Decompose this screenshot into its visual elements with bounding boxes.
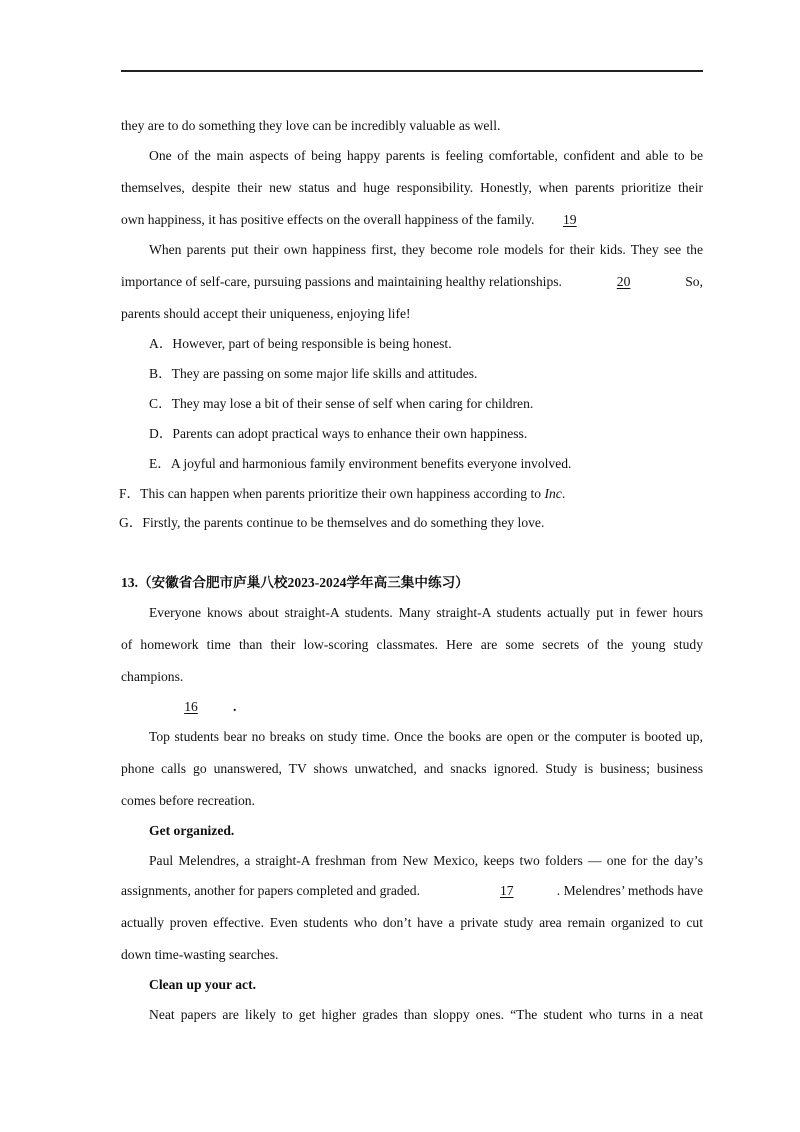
subheading: Get organized. [149,823,235,838]
text-line: Everyone knows about straight-A students. Many straight-A students actually put in fewer hours [149,605,703,620]
text-line: parents should accept their uniqueness, enjoying life! [121,306,411,321]
text-line: down time-wasting searches. [121,947,279,962]
italic-term: Inc [544,486,562,501]
question-heading: 13.（安徽省合肥市庐巢八校2023-2024学年高三集中练习） [121,575,469,590]
text-line [121,211,703,229]
option-e: E．A joyful and harmonious family environment benefits everyone involved. [149,456,572,471]
blank-17[interactable]: 17 [499,883,514,898]
option-f [119,485,701,503]
text-line: comes before recreation. [121,793,255,808]
text-group [457,882,703,900]
text-line: champions. [121,669,184,684]
text-line: themselves, despite their new status and huge responsibility. Honestly, when parents prioritize their [121,180,703,195]
text-segment: . [233,699,237,714]
text-line [149,698,703,716]
text-line [121,882,703,900]
text-line: of homework time than their low-scoring classmates. Here are some secrets of the young study [121,637,703,652]
text-segment: importance of self-care, pursuing passions and maintaining healthy relationships. [121,274,562,289]
text-line: they are to do something they love can be incredibly valuable as well. [121,118,501,133]
option-c: C．They may lose a bit of their sense of self when caring for children. [149,396,534,411]
blank-16[interactable]: 16 [184,699,198,714]
text-segment: So, [685,274,703,289]
text-segment: own happiness, it has positive effects on the overall happiness of the family. [121,212,535,227]
text-line: Neat papers are likely to get higher grades than sloppy ones. “The student who turns in a neat [149,1007,703,1022]
text-line: When parents put their own happiness first, they become role models for their kids. They see the [149,242,703,257]
text-segment: . [561,486,566,501]
blank-19[interactable]: 19 [563,212,577,227]
text-line [121,273,703,291]
blank-20[interactable]: 20 [616,274,631,289]
text-segment: F．This can happen when parents prioritize their own happiness according to [119,486,542,501]
subheading: Clean up your act. [149,977,256,992]
text-line: phone calls go unanswered, TV shows unwatched, and snacks ignored. Study is business; business [121,761,703,776]
text-segment: . Melendres’ methods have [556,883,703,898]
option-a: A．However, part of being responsible is being honest. [149,336,452,351]
option-g: G．Firstly, the parents continue to be themselves and do something they love. [119,515,545,530]
header-rule [121,70,703,72]
text-line: actually proven effective. Even students who don’t have a private study area remain organized to cut [121,915,703,930]
option-d: D．Parents can adopt practical ways to enhance their own happiness. [149,426,528,441]
text-line: One of the main aspects of being happy parents is feeling comfortable, confident and able to be [149,148,703,163]
text-line: Top students bear no breaks on study time. Once the books are open or the computer is booted up, [149,729,703,744]
text-line: Paul Melendres, a straight-A freshman from New Mexico, keeps two folders — one for the day’s [149,853,703,868]
option-b: B．They are passing on some major life skills and attitudes. [149,366,478,381]
text-segment: assignments, another for papers completed and graded. [121,883,420,898]
